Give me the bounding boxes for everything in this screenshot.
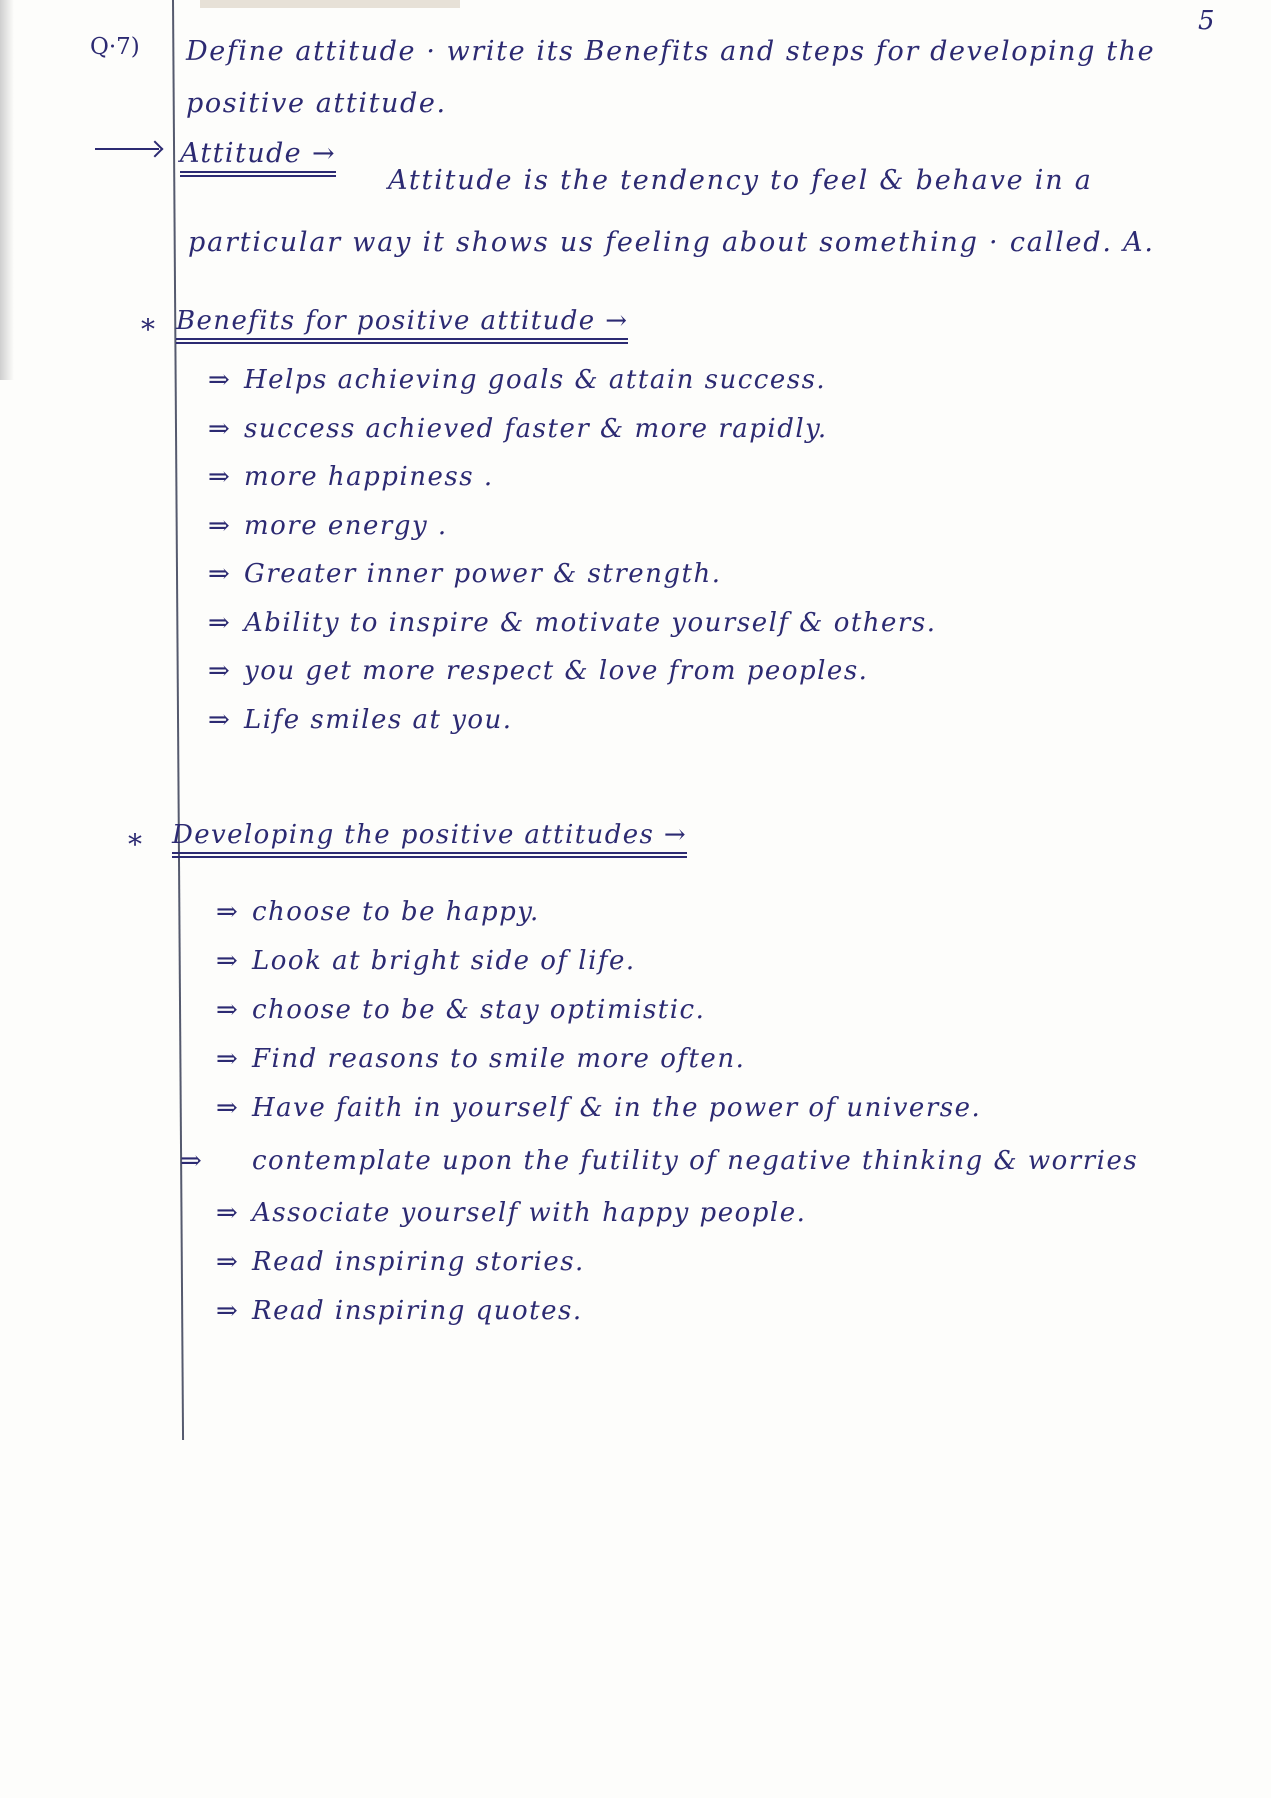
- list-item: ⇒ Have faith in yourself & in the power of universe.: [216, 1084, 1152, 1133]
- answer-arrow-icon: [95, 148, 159, 150]
- developing-steps-list: [216, 888, 1152, 1336]
- benefits-heading: Benefits for positive attitude →: [176, 306, 628, 340]
- list-item: ⇒ Greater inner power & strength.: [208, 550, 936, 599]
- margin-line: [172, 0, 184, 1440]
- list-item: ⇒ Life smiles at you.: [208, 696, 936, 745]
- list-item: ⇒ Associate yourself with happy people.: [216, 1189, 1152, 1238]
- list-item: ⇒ Helps achieving goals & attain success.: [208, 356, 936, 405]
- question-label: Q·7): [90, 34, 140, 60]
- list-item: ⇒ Read inspiring stories.: [216, 1238, 1152, 1287]
- developing-heading: Developing the positive attitudes →: [172, 820, 687, 854]
- list-item: ⇒ more energy .: [208, 502, 936, 551]
- list-item: ⇒ Find reasons to smile more often.: [216, 1035, 1152, 1084]
- list-item: ⇒ you get more respect & love from peoples.: [208, 647, 936, 696]
- list-item: ⇒ Ability to inspire & motivate yourself & others.: [208, 599, 936, 648]
- paper-edge-top: [200, 0, 460, 8]
- benefits-list: [208, 356, 936, 744]
- list-item: ⇒ contemplate upon the futility of negative thinking & worries: [216, 1133, 1152, 1189]
- list-item: ⇒ Read inspiring quotes.: [216, 1287, 1152, 1336]
- list-item: ⇒ more happiness .: [208, 453, 936, 502]
- star-bullet-icon: *: [128, 828, 142, 861]
- list-item: ⇒ Look at bright side of life.: [216, 937, 1152, 986]
- page-number: 5: [1198, 6, 1215, 36]
- star-bullet-icon: *: [141, 313, 155, 346]
- definition-heading: Attitude →: [180, 138, 336, 173]
- question-text: Define attitude · write its Benefits and steps for developing the positive attitude.: [186, 36, 1156, 119]
- paper-edge-left: [0, 0, 14, 380]
- list-item: ⇒ choose to be happy.: [216, 888, 1152, 937]
- definition-text: Attitude is the tendency to feel & behave in a particular way it shows us feeling about something · called. A.: [188, 165, 1155, 258]
- list-item: ⇒ choose to be & stay optimistic.: [216, 986, 1152, 1035]
- list-item: ⇒ success achieved faster & more rapidly.: [208, 405, 936, 454]
